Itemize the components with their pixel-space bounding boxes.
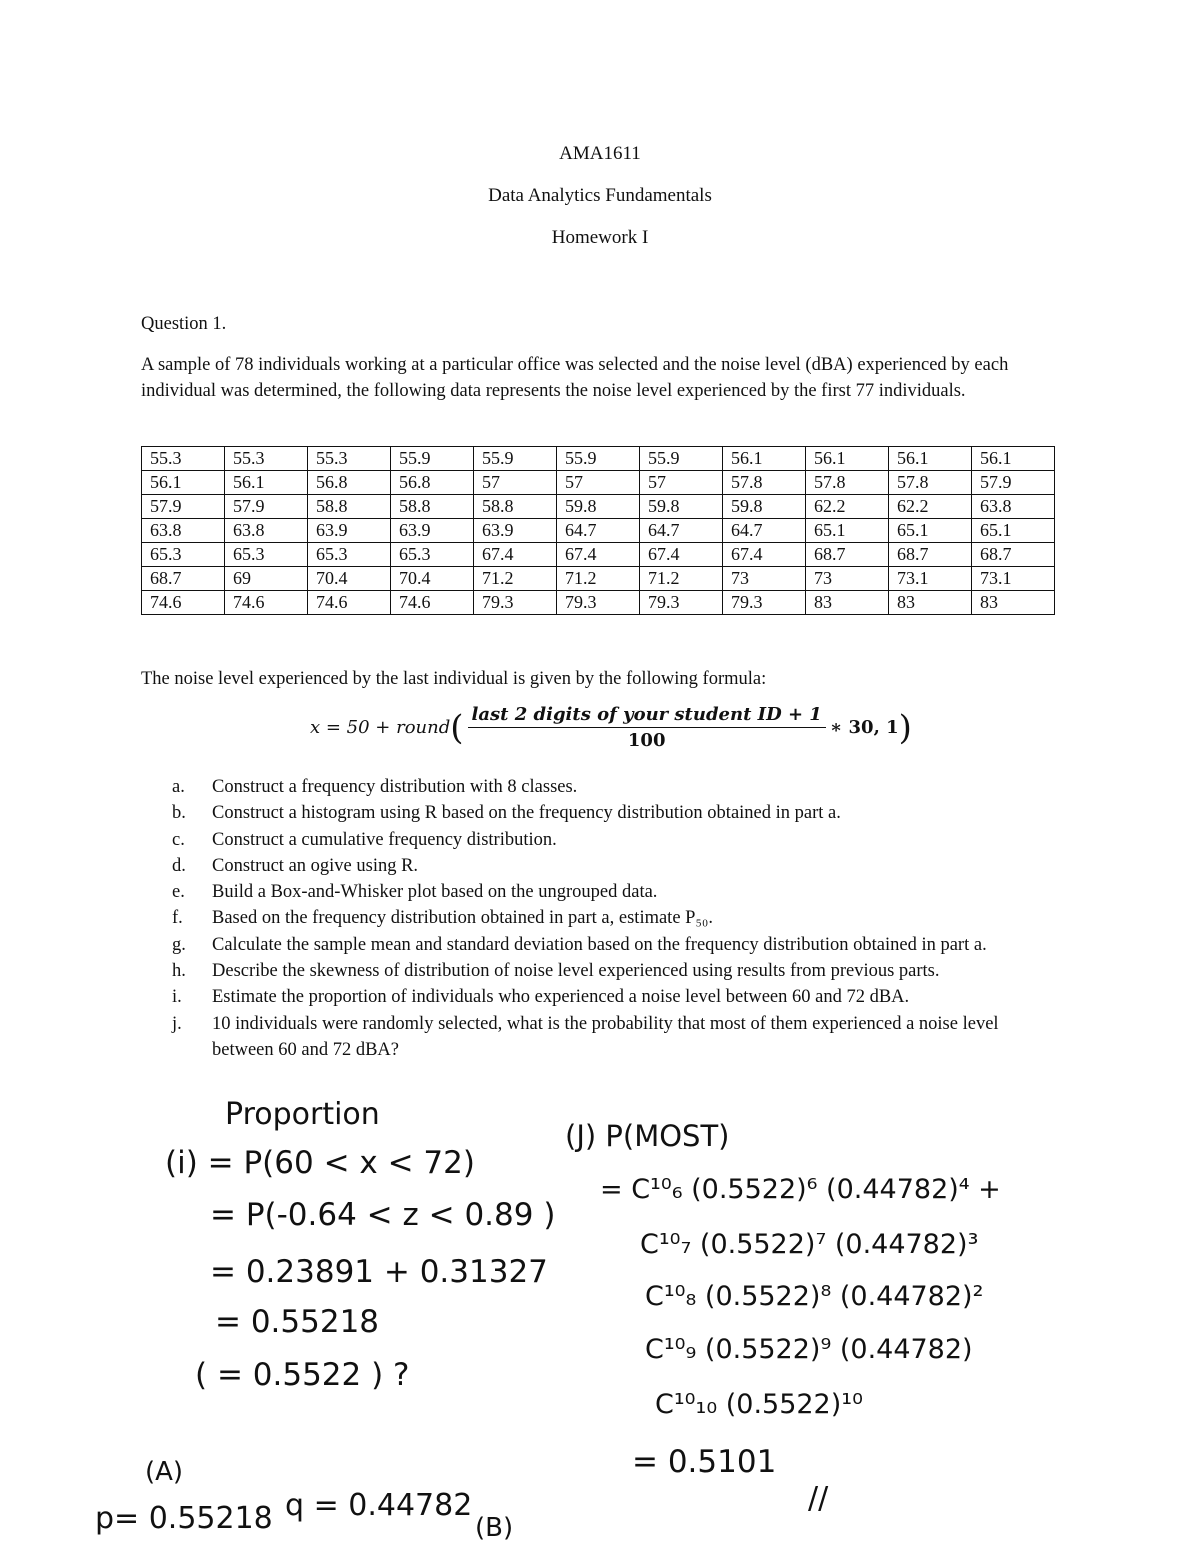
table-cell: 79.3 bbox=[723, 591, 806, 615]
question-heading: Question 1. bbox=[141, 314, 227, 334]
table-cell: 63.8 bbox=[972, 495, 1055, 519]
hw-term-9: C¹⁰₉ (0.5522)⁹ (0.44782) bbox=[645, 1334, 973, 1365]
table-cell: 73 bbox=[723, 567, 806, 591]
table-cell: 73 bbox=[806, 567, 889, 591]
formula-lhs: x = 50 + round bbox=[310, 717, 451, 738]
table-cell: 59.8 bbox=[640, 495, 723, 519]
table-cell: 79.3 bbox=[474, 591, 557, 615]
table-cell: 68.7 bbox=[972, 543, 1055, 567]
question-intro: A sample of 78 individuals working at a particular office was selected and the noise level (dBA) experienced by each individual was determined, the following data represents the noise level experienced by the first 77 individuals. bbox=[141, 355, 1009, 401]
table-cell: 67.4 bbox=[723, 543, 806, 567]
table-cell: 63.9 bbox=[391, 519, 474, 543]
question-part bbox=[172, 1011, 1062, 1064]
formula-tail: ∗ 30, 1 bbox=[829, 717, 899, 738]
table-cell: 57 bbox=[640, 471, 723, 495]
hw-q-value: q = 0.44782 bbox=[285, 1488, 473, 1523]
question-part bbox=[172, 958, 1062, 984]
table-cell: 63.9 bbox=[308, 519, 391, 543]
table-cell: 65.3 bbox=[391, 543, 474, 567]
table-cell: 68.7 bbox=[142, 567, 225, 591]
table-cell: 55.9 bbox=[557, 447, 640, 471]
assignment-title: Homework I bbox=[551, 227, 649, 248]
table-cell: 83 bbox=[889, 591, 972, 615]
table-cell: 57 bbox=[557, 471, 640, 495]
table-cell: 63.9 bbox=[474, 519, 557, 543]
table-row bbox=[142, 447, 1055, 471]
hw-label-a: (A) bbox=[145, 1457, 184, 1487]
table-cell: 58.8 bbox=[308, 495, 391, 519]
question-part bbox=[172, 827, 1062, 853]
hw-term-7: C¹⁰₇ (0.5522)⁷ (0.44782)³ bbox=[640, 1229, 979, 1260]
part-text: Estimate the proportion of individuals who experienced a noise level between 60 and 72 dBA. bbox=[212, 987, 910, 1008]
table-cell: 57.9 bbox=[972, 471, 1055, 495]
hw-label-b: (B) bbox=[475, 1513, 514, 1543]
part-letter: h. bbox=[172, 961, 186, 982]
hw-term-8: C¹⁰₈ (0.5522)⁸ (0.44782)² bbox=[645, 1281, 984, 1312]
table-row bbox=[142, 519, 1055, 543]
table-cell: 62.2 bbox=[806, 495, 889, 519]
table-cell: 67.4 bbox=[557, 543, 640, 567]
formula bbox=[310, 704, 912, 751]
table-cell: 55.3 bbox=[142, 447, 225, 471]
course-name: Data Analytics Fundamentals bbox=[488, 185, 712, 206]
table-cell: 57.8 bbox=[889, 471, 972, 495]
table-cell: 55.9 bbox=[391, 447, 474, 471]
hw-line-sum: = 0.23891 + 0.31327 bbox=[210, 1254, 548, 1290]
table-cell: 58.8 bbox=[391, 495, 474, 519]
table-cell: 70.4 bbox=[308, 567, 391, 591]
table-cell: 65.1 bbox=[806, 519, 889, 543]
table-cell: 56.8 bbox=[308, 471, 391, 495]
question-part bbox=[172, 800, 1062, 826]
table-cell: 55.9 bbox=[474, 447, 557, 471]
part-text: Construct a cumulative frequency distribution. bbox=[212, 829, 557, 850]
table-cell: 57.9 bbox=[225, 495, 308, 519]
table-row bbox=[142, 471, 1055, 495]
noise-data-table bbox=[141, 446, 1055, 615]
part-letter: g. bbox=[172, 934, 186, 955]
table-cell: 65.3 bbox=[308, 543, 391, 567]
table-cell: 56.1 bbox=[142, 471, 225, 495]
table-cell: 64.7 bbox=[640, 519, 723, 543]
table-cell: 74.6 bbox=[142, 591, 225, 615]
formula-intro: The noise level experienced by the last individual is given by the following formula: bbox=[141, 669, 767, 689]
table-cell: 55.9 bbox=[640, 447, 723, 471]
table-row bbox=[142, 543, 1055, 567]
table-row bbox=[142, 495, 1055, 519]
hw-final-answer: = 0.5101 bbox=[632, 1444, 777, 1480]
part-letter: e. bbox=[172, 882, 185, 903]
table-row bbox=[142, 567, 1055, 591]
table-cell: 73.1 bbox=[889, 567, 972, 591]
table-row bbox=[142, 591, 1055, 615]
part-letter: j. bbox=[172, 1013, 182, 1034]
part-text: Construct a histogram using R based on the frequency distribution obtained in part a. bbox=[212, 803, 841, 824]
question-part bbox=[172, 932, 1062, 958]
table-cell: 56.8 bbox=[391, 471, 474, 495]
table-cell: 65.1 bbox=[972, 519, 1055, 543]
hw-line-j: (J) P(MOST) bbox=[565, 1119, 730, 1153]
part-letter: a. bbox=[172, 777, 185, 797]
table-cell: 68.7 bbox=[806, 543, 889, 567]
table-cell: 74.6 bbox=[308, 591, 391, 615]
part-letter: c. bbox=[172, 829, 185, 850]
formula-numerator: last 2 digits of your student ID + 1 bbox=[468, 704, 826, 728]
part-letter: f. bbox=[172, 908, 183, 929]
table-cell: 67.4 bbox=[474, 543, 557, 567]
part-text: Build a Box-and-Whisker plot based on the ungrouped data. bbox=[212, 882, 658, 903]
table-cell: 68.7 bbox=[889, 543, 972, 567]
question-part bbox=[172, 984, 1062, 1010]
table-cell: 59.8 bbox=[557, 495, 640, 519]
table-cell: 58.8 bbox=[474, 495, 557, 519]
table-cell: 57 bbox=[474, 471, 557, 495]
table-cell: 56.1 bbox=[806, 447, 889, 471]
table-cell: 57.8 bbox=[723, 471, 806, 495]
part-text: Based on the frequency distribution obtained in part a, estimate P₅₀. bbox=[212, 908, 713, 929]
table-cell: 56.1 bbox=[972, 447, 1055, 471]
course-code: AMA1611 bbox=[559, 143, 641, 164]
part-text: Calculate the sample mean and standard deviation based on the frequency distribution obtained in part a. bbox=[212, 934, 987, 955]
table-cell: 56.1 bbox=[889, 447, 972, 471]
question-part bbox=[172, 879, 1062, 905]
formula-fraction bbox=[468, 704, 826, 751]
table-cell: 55.3 bbox=[308, 447, 391, 471]
hw-check-mark: // bbox=[808, 1481, 829, 1516]
table-cell: 71.2 bbox=[640, 567, 723, 591]
part-letter: d. bbox=[172, 855, 186, 876]
table-cell: 64.7 bbox=[723, 519, 806, 543]
part-text: Describe the skewness of distribution of noise level experienced using results from previous parts. bbox=[212, 961, 940, 982]
table-cell: 79.3 bbox=[557, 591, 640, 615]
handwritten-solution bbox=[0, 1080, 1200, 1553]
table-cell: 69 bbox=[225, 567, 308, 591]
table-cell: 74.6 bbox=[225, 591, 308, 615]
table-cell: 59.8 bbox=[723, 495, 806, 519]
handwritten-left-column bbox=[165, 1097, 555, 1393]
table-cell: 57.8 bbox=[806, 471, 889, 495]
table-cell: 74.6 bbox=[391, 591, 474, 615]
table-cell: 55.3 bbox=[225, 447, 308, 471]
hw-p-value: p= 0.55218 bbox=[95, 1501, 273, 1536]
table-cell: 56.1 bbox=[225, 471, 308, 495]
handwritten-right-column bbox=[565, 1119, 1001, 1516]
question-parts-list bbox=[172, 774, 1062, 1063]
part-text: Construct a frequency distribution with 8 classes. bbox=[212, 777, 578, 797]
hw-proportion: Proportion bbox=[225, 1097, 380, 1132]
table-cell: 83 bbox=[972, 591, 1055, 615]
table-cell: 79.3 bbox=[640, 591, 723, 615]
table-cell: 63.8 bbox=[142, 519, 225, 543]
question-part bbox=[172, 905, 1062, 931]
table-cell: 65.3 bbox=[225, 543, 308, 567]
formula-denominator: 100 bbox=[627, 730, 666, 751]
formula-open-paren: ( bbox=[450, 707, 464, 748]
question-part bbox=[172, 853, 1062, 879]
table-cell: 71.2 bbox=[557, 567, 640, 591]
table-cell: 67.4 bbox=[640, 543, 723, 567]
hw-line-z: = P(-0.64 < z < 0.89 ) bbox=[210, 1197, 556, 1233]
table-cell: 73.1 bbox=[972, 567, 1055, 591]
formula-close-paren: ) bbox=[898, 707, 912, 748]
table-cell: 64.7 bbox=[557, 519, 640, 543]
table-cell: 70.4 bbox=[391, 567, 474, 591]
hw-term-6: = C¹⁰₆ (0.5522)⁶ (0.44782)⁴ + bbox=[600, 1174, 1001, 1205]
hw-line-result: = 0.55218 bbox=[215, 1304, 380, 1340]
hw-line-i: (i) = P(60 < x < 72) bbox=[165, 1145, 475, 1181]
hw-term-10: C¹⁰₁₀ (0.5522)¹⁰ bbox=[655, 1389, 863, 1420]
part-letter: b. bbox=[172, 803, 186, 824]
table-cell: 56.1 bbox=[723, 447, 806, 471]
hw-line-rounded: ( = 0.5522 ) ? bbox=[195, 1357, 410, 1393]
table-cell: 57.9 bbox=[142, 495, 225, 519]
table-cell: 65.1 bbox=[889, 519, 972, 543]
table-cell: 71.2 bbox=[474, 567, 557, 591]
table-cell: 63.8 bbox=[225, 519, 308, 543]
part-text: Construct an ogive using R. bbox=[212, 855, 419, 876]
question-part bbox=[172, 774, 1062, 800]
table-cell: 62.2 bbox=[889, 495, 972, 519]
handwritten-bottom bbox=[95, 1457, 513, 1543]
table-cell: 83 bbox=[806, 591, 889, 615]
part-text: 10 individuals were randomly selected, what is the probability that most of them experienced a noise level between 60 and 72 dBA? bbox=[212, 1013, 999, 1060]
table-cell: 65.3 bbox=[142, 543, 225, 567]
part-letter: i. bbox=[172, 987, 182, 1008]
